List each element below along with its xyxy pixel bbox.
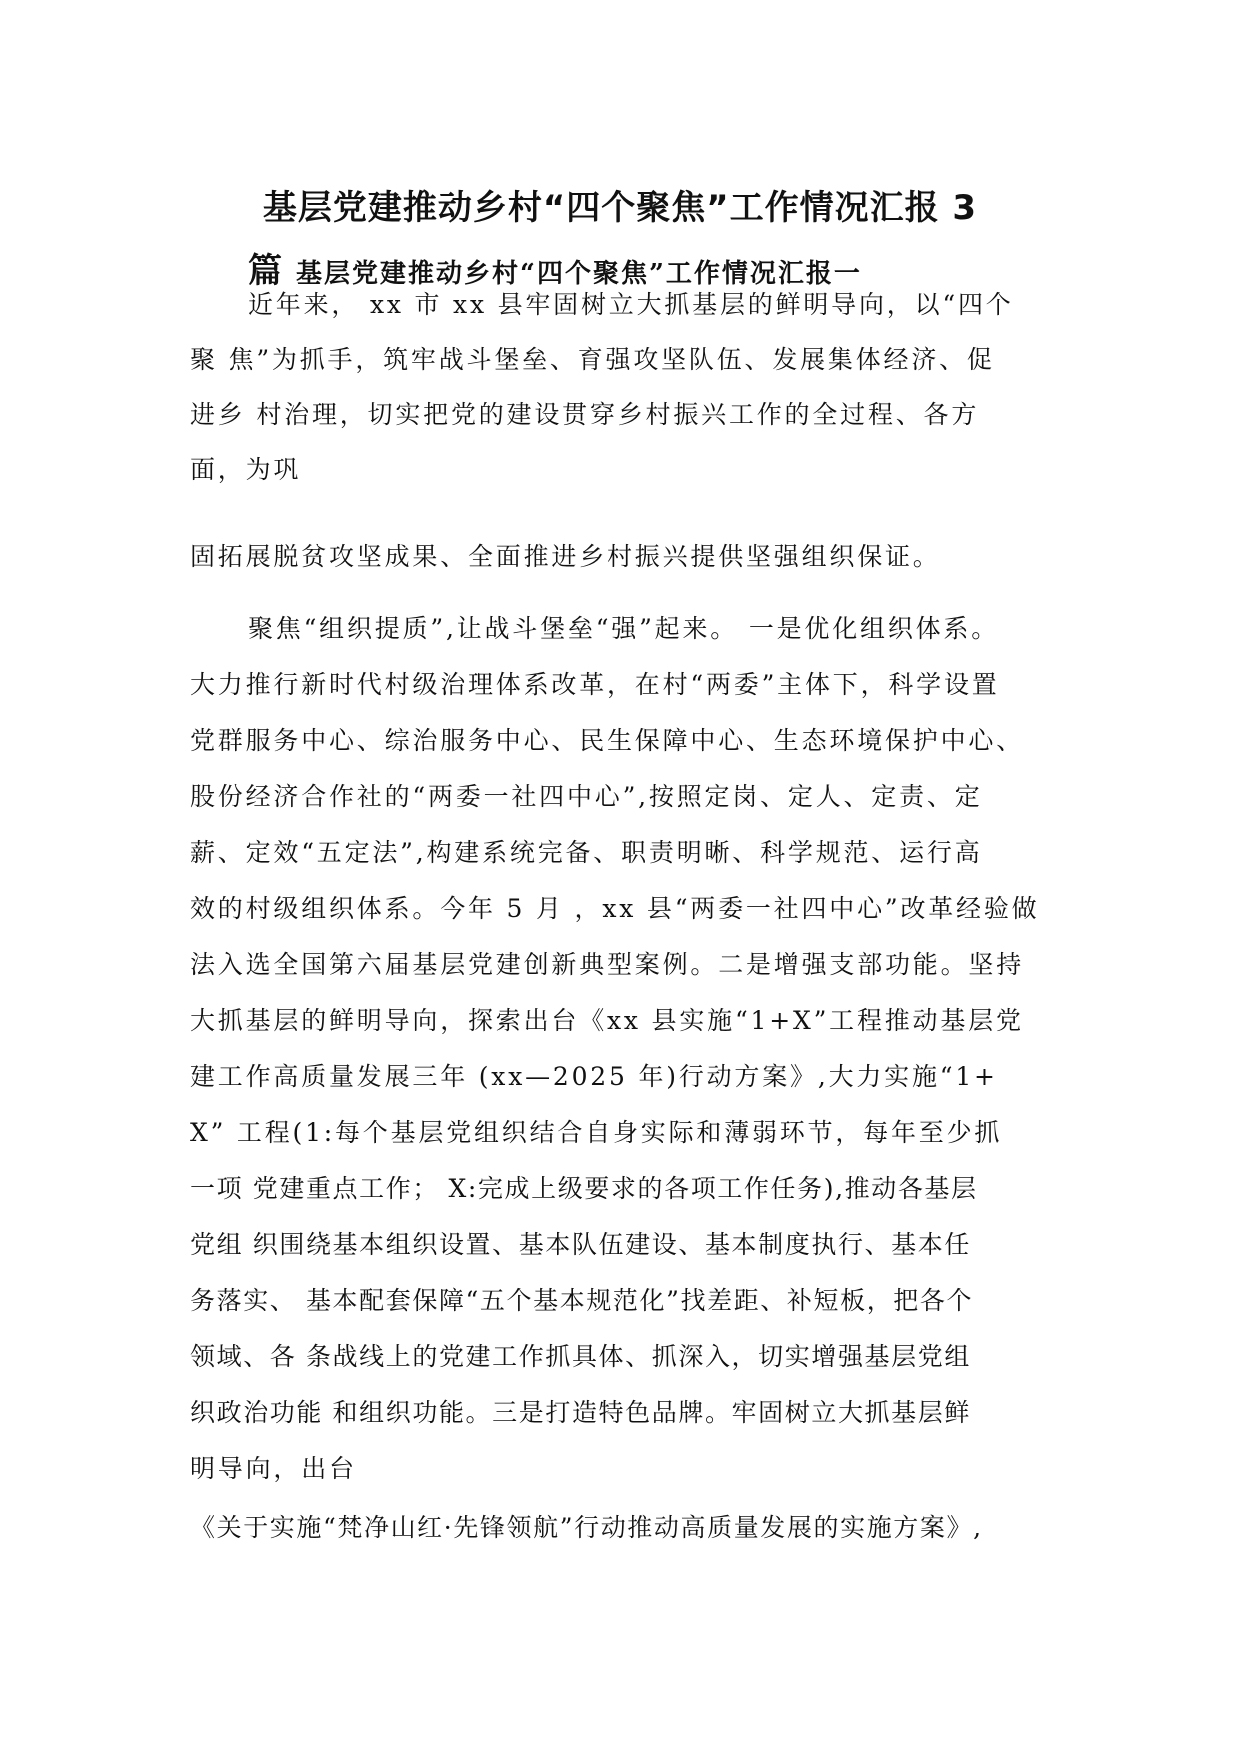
text-line: 织政治功能 和组织功能。三是打造特色品牌。牢固树立大抓基层鲜 bbox=[190, 1398, 971, 1427]
text-line: 薪、定效“五定法”,构建系统完备、职责明晰、科学规范、运行高 bbox=[190, 838, 983, 867]
text-line: 大抓基层的鲜明导向，探索出台《xx 县实施“1+X”工程推动基层党 bbox=[190, 1006, 1024, 1035]
text-line: 固拓展脱贫攻坚成果、全面推进乡村振兴提供坚强组织保证。 bbox=[190, 542, 941, 571]
text-line: 领域、各 条战线上的党建工作抓具体、抓深入，切实增强基层党组 bbox=[190, 1342, 971, 1371]
text-line: 面，为巩 bbox=[190, 455, 302, 484]
text-line: 明导向，出台 bbox=[190, 1454, 357, 1483]
text-line: 近年来， xx 市 xx 县牢固树立大抓基层的鲜明导向，以“四个 bbox=[248, 290, 1014, 319]
text-line: 党组 织围绕基本组织设置、基本队伍建设、基本制度执行、基本任 bbox=[190, 1230, 971, 1259]
text-line: 大力推行新时代村级治理体系改革，在村“两委”主体下，科学设置 bbox=[190, 670, 1000, 699]
text-line: 《关于实施“梵净山红·先锋领航”行动推动高质量发展的实施方案》, bbox=[190, 1513, 983, 1542]
text-line: 效的村级组织体系。今年 5 月 ，xx 县“两委一社四中心”改革经验做 bbox=[190, 894, 1040, 923]
text-line: 股份经济合作社的“两委一社四中心”,按照定岗、定人、定责、定 bbox=[190, 782, 983, 811]
document-title: 基层党建推动乡村“四个聚焦”工作情况汇报 3 bbox=[262, 188, 978, 228]
text-line: 务落实、 基本配套保障“五个基本规范化”找差距、补短板，把各个 bbox=[190, 1286, 974, 1315]
subtitle-prefix: 篇 bbox=[248, 251, 282, 291]
text-line: 聚 焦”为抓手，筑牢战斗堡垒、育强攻坚队伍、发展集体经济、促 bbox=[190, 345, 995, 374]
text-line: 建工作高质量发展三年 (xx—2025 年)行动方案》,大力实施“1+ bbox=[190, 1062, 998, 1091]
text-line: 聚焦“组织提质”,让战斗堡垒“强”起来。 一是优化组织体系。 bbox=[248, 614, 1000, 643]
text-line: 法入选全国第六届基层党建创新典型案例。二是增强支部功能。坚持 bbox=[190, 950, 1025, 979]
text-line: 一项 党建重点工作； X:完成上级要求的各项工作任务),推动各基层 bbox=[190, 1174, 978, 1203]
subtitle-text: 基层党建推动乡村“四个聚焦”工作情况汇报一 bbox=[296, 259, 862, 289]
text-line: X” 工程(1:每个基层党组织结合自身实际和薄弱环节，每年至少抓 bbox=[190, 1118, 1003, 1147]
document-subtitle bbox=[248, 243, 862, 292]
text-line: 党群服务中心、综治服务中心、民生保障中心、生态环境保护中心、 bbox=[190, 726, 1025, 755]
text-line: 进乡 村治理，切实把党的建设贯穿乡村振兴工作的全过程、各方 bbox=[190, 400, 980, 429]
